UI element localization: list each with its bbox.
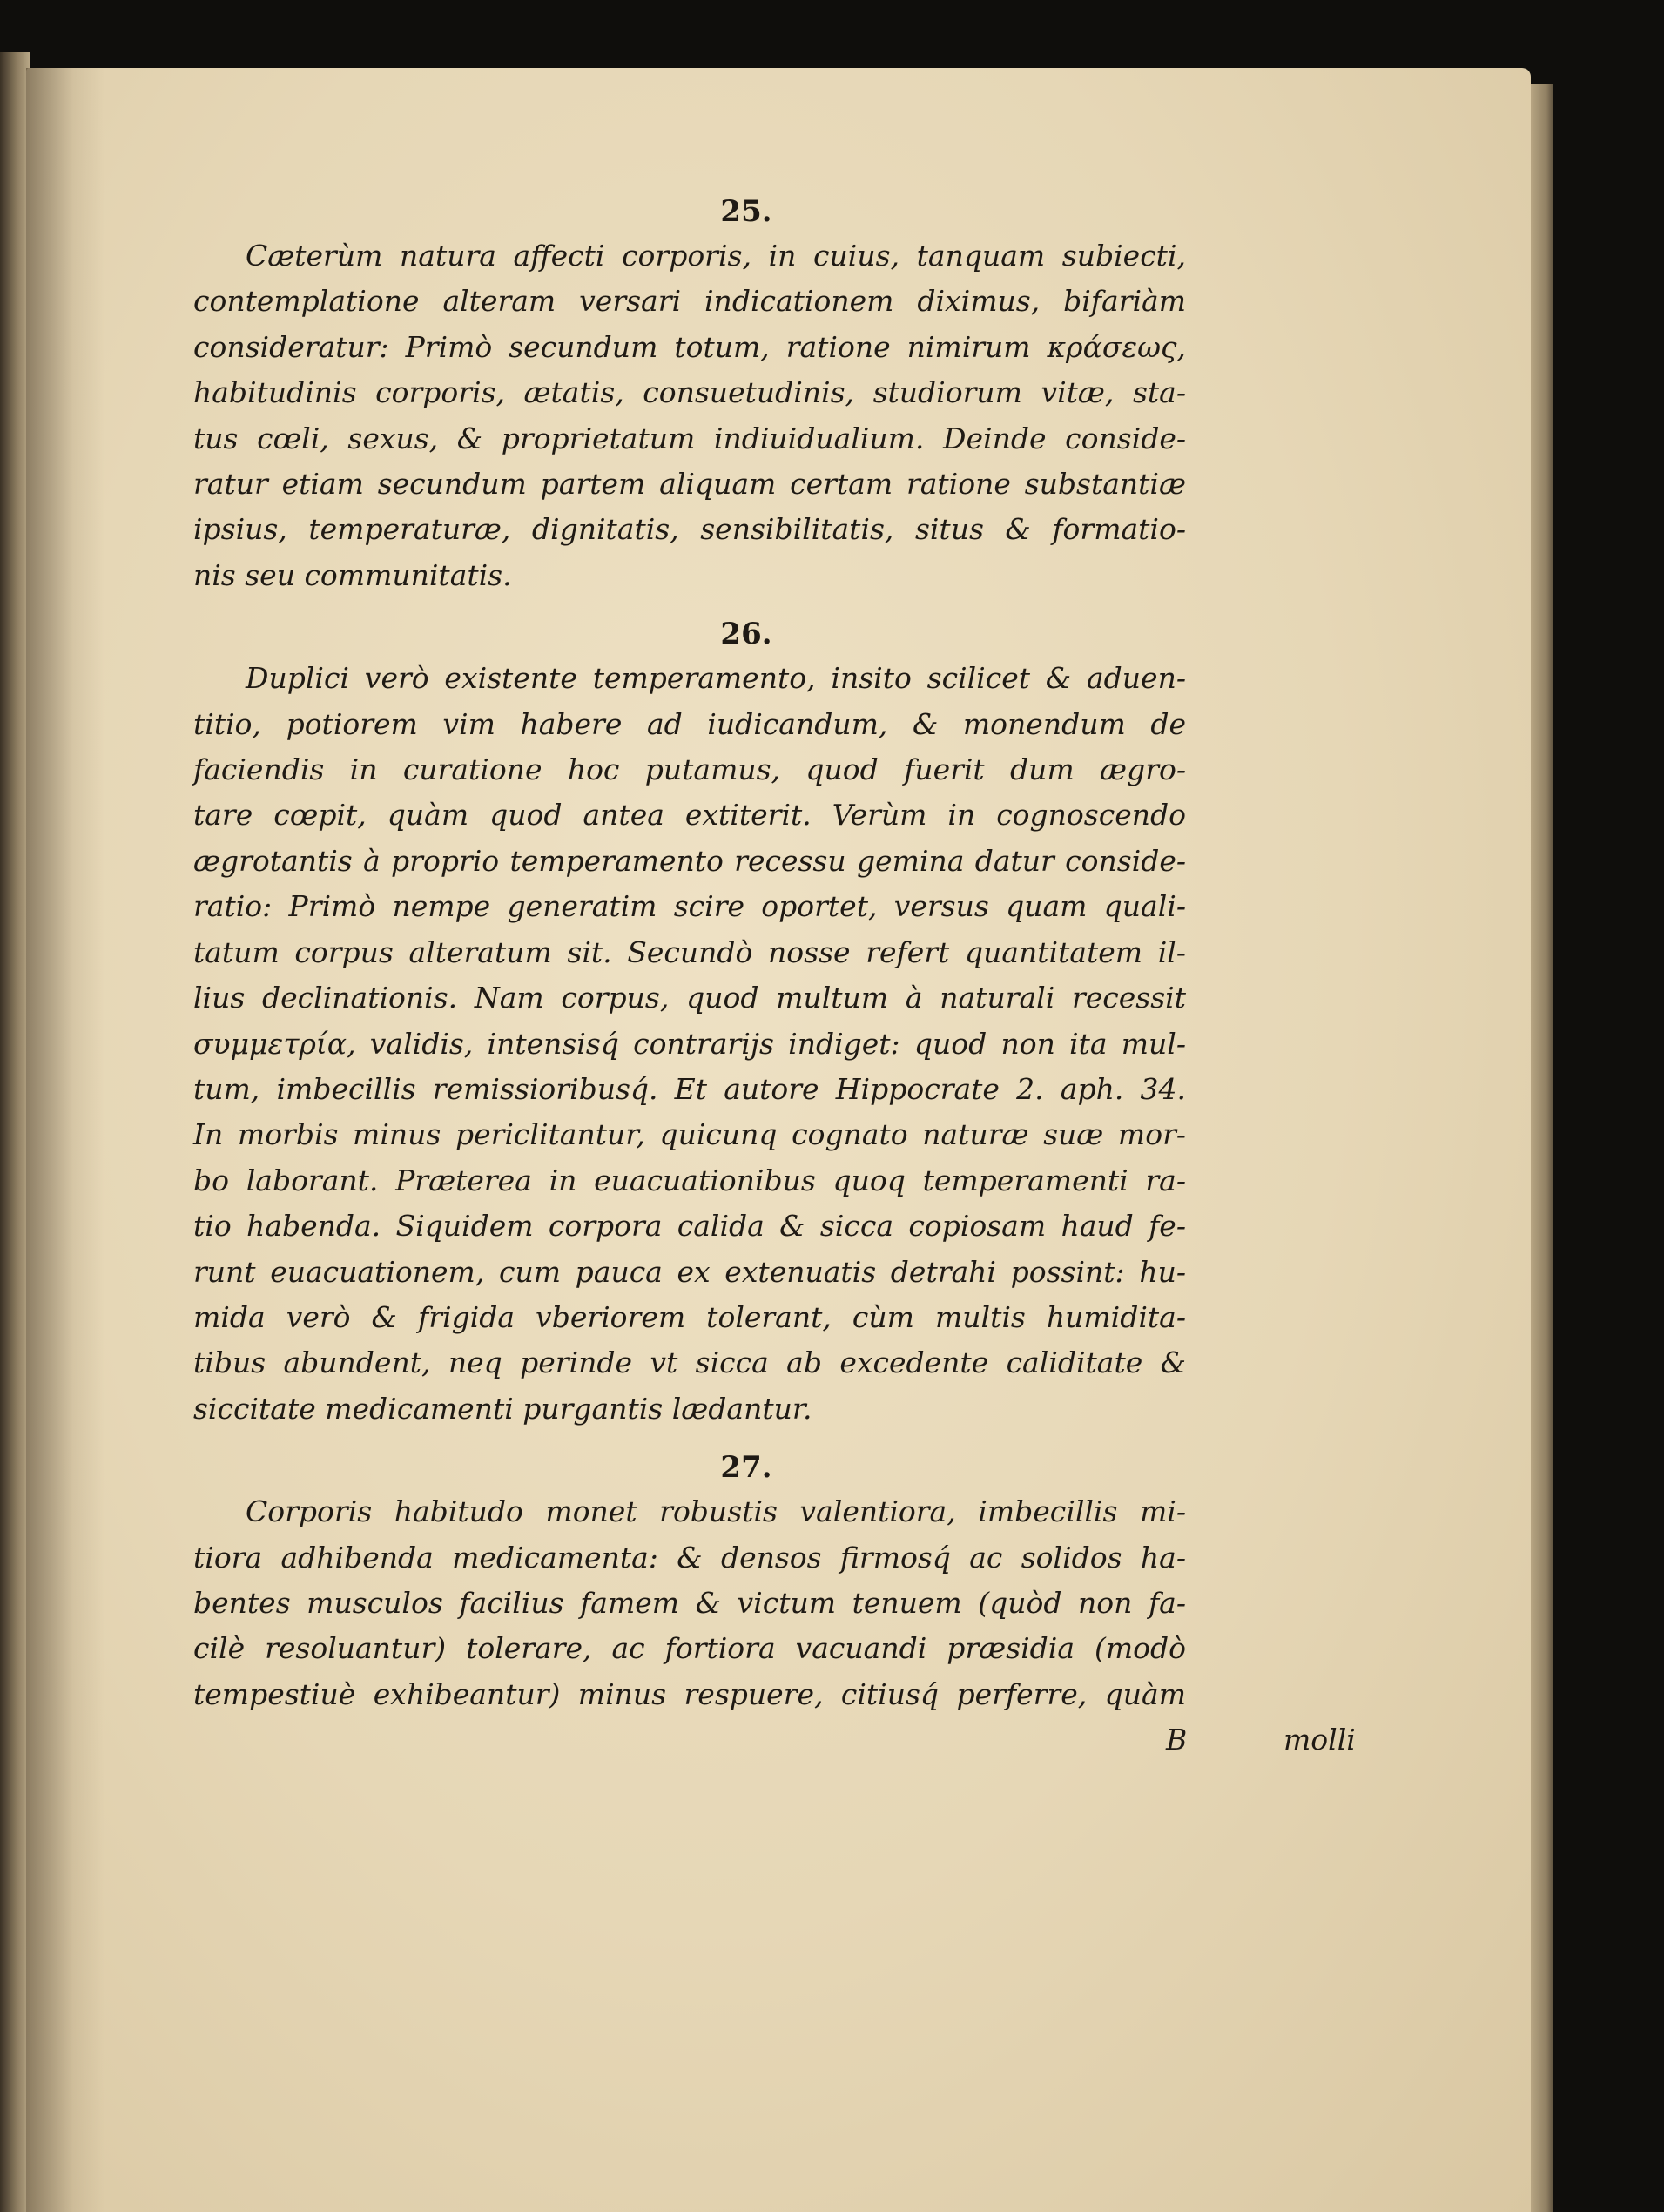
- page-text: [193, 190, 1356, 1763]
- text-line: habitudinis corporis, ætatis, consuetudinis, studiorum vitæ, sta-: [193, 375, 1186, 410]
- text-line: runt euacuationem, cum pauca ex extenuatis detrahi possint: hu-: [193, 1254, 1186, 1289]
- section-number: 26.: [720, 617, 772, 652]
- section-gap: [193, 1432, 1186, 1446]
- gutter-shadow: [26, 68, 104, 2212]
- catchword: molli: [1283, 1723, 1356, 1757]
- text-line: nis seu communitatis.: [193, 557, 512, 592]
- section-number: 27.: [720, 1450, 772, 1486]
- text-line: contemplatione alteram versari indicationem diximus, bifariàm: [193, 284, 1186, 319]
- text-line: tum, imbecillis remissioribusq́. Et autore Hippocrate 2. aph. 34.: [193, 1071, 1186, 1106]
- text-line: ipsius, temperaturæ, dignitatis, sensibilitatis, situs & formatio-: [193, 512, 1186, 547]
- section-number: 25.: [720, 194, 772, 229]
- text-line: tare cœpit, quàm quod antea extiterit. Verùm in cognoscendo: [193, 798, 1186, 833]
- text-line: Cæterùm natura affecti corporis, in cuius, tanquam subiecti,: [246, 239, 1186, 273]
- facing-page-edge: [0, 52, 30, 2212]
- text-line: siccitate medicamenti purgantis lædantur.: [193, 1391, 812, 1426]
- page-stack-edge: [1531, 84, 1553, 2212]
- text-line: tibus abundent, neq perinde vt sicca ab excedente caliditate &: [193, 1345, 1186, 1380]
- text-line: bo laborant. Præterea in euacuationibus quoq temperamenti ra-: [193, 1163, 1186, 1197]
- text-line: titio, potiorem vim habere ad iudicandum, & monendum de: [193, 706, 1186, 741]
- text-line: tatum corpus alteratum sit. Secundò nosse refert quantitatem il-: [193, 934, 1186, 969]
- section-26: [193, 612, 1186, 1432]
- text-line: tio habenda. Siquidem corpora calida & sicca copiosam haud fe-: [193, 1209, 1186, 1244]
- text-line: lius declinationis. Nam corpus, quod multum à naturali recessit: [193, 981, 1186, 1015]
- text-line: mida verò & frigida vberiorem tolerant, cùm multis humidita-: [193, 1299, 1186, 1334]
- text-line: ratur etiam secundum partem aliquam certam ratione substantiæ: [193, 467, 1186, 502]
- text-line: tus cœli, sexus, & proprietatum indiuidualium. Deinde conside-: [193, 421, 1186, 455]
- text-line: ægrotantis à proprio temperamento recessu gemina datur conside-: [193, 843, 1186, 878]
- signature-mark: B: [1166, 1723, 1188, 1757]
- text-line: tempestiuè exhibeantur) minus respuere, citiusq́ perferre, quàm: [193, 1676, 1186, 1711]
- text-line: consideratur: Primò secundum totum, ratione nimirum κράσεως,: [193, 329, 1186, 364]
- text-line: faciendis in curatione hoc putamus, quod fuerit dum ægro-: [193, 752, 1186, 787]
- text-line: In morbis minus periclitantur, quicunq cognato naturæ suæ mor-: [193, 1117, 1186, 1152]
- text-line: συμμετρία, validis, intensisq́ contrarijs indiget: quod non ita mul-: [193, 1026, 1186, 1061]
- text-line: Duplici verò existente temperamento, insito scilicet & aduen-: [246, 661, 1186, 696]
- text-line: Corporis habitudo monet robustis valentiora, imbecillis mi-: [246, 1494, 1186, 1529]
- text-line: cilè resoluantur) tolerare, ac fortiora vacuandi præsidia (modò: [193, 1631, 1186, 1666]
- text-line: ratio: Primò nempe generatim scire oportet, versus quam quali-: [193, 889, 1186, 924]
- text-line: bentes musculos facilius famem & victum tenuem (quòd non fa-: [193, 1585, 1186, 1620]
- section-25: [193, 190, 1186, 598]
- text-line: tiora adhibenda medicamenta: & densos firmosq́ ac solidos ha-: [193, 1540, 1186, 1575]
- section-gap: [193, 598, 1186, 612]
- section-27: [193, 1446, 1186, 1717]
- page-footer: [193, 1717, 1356, 1763]
